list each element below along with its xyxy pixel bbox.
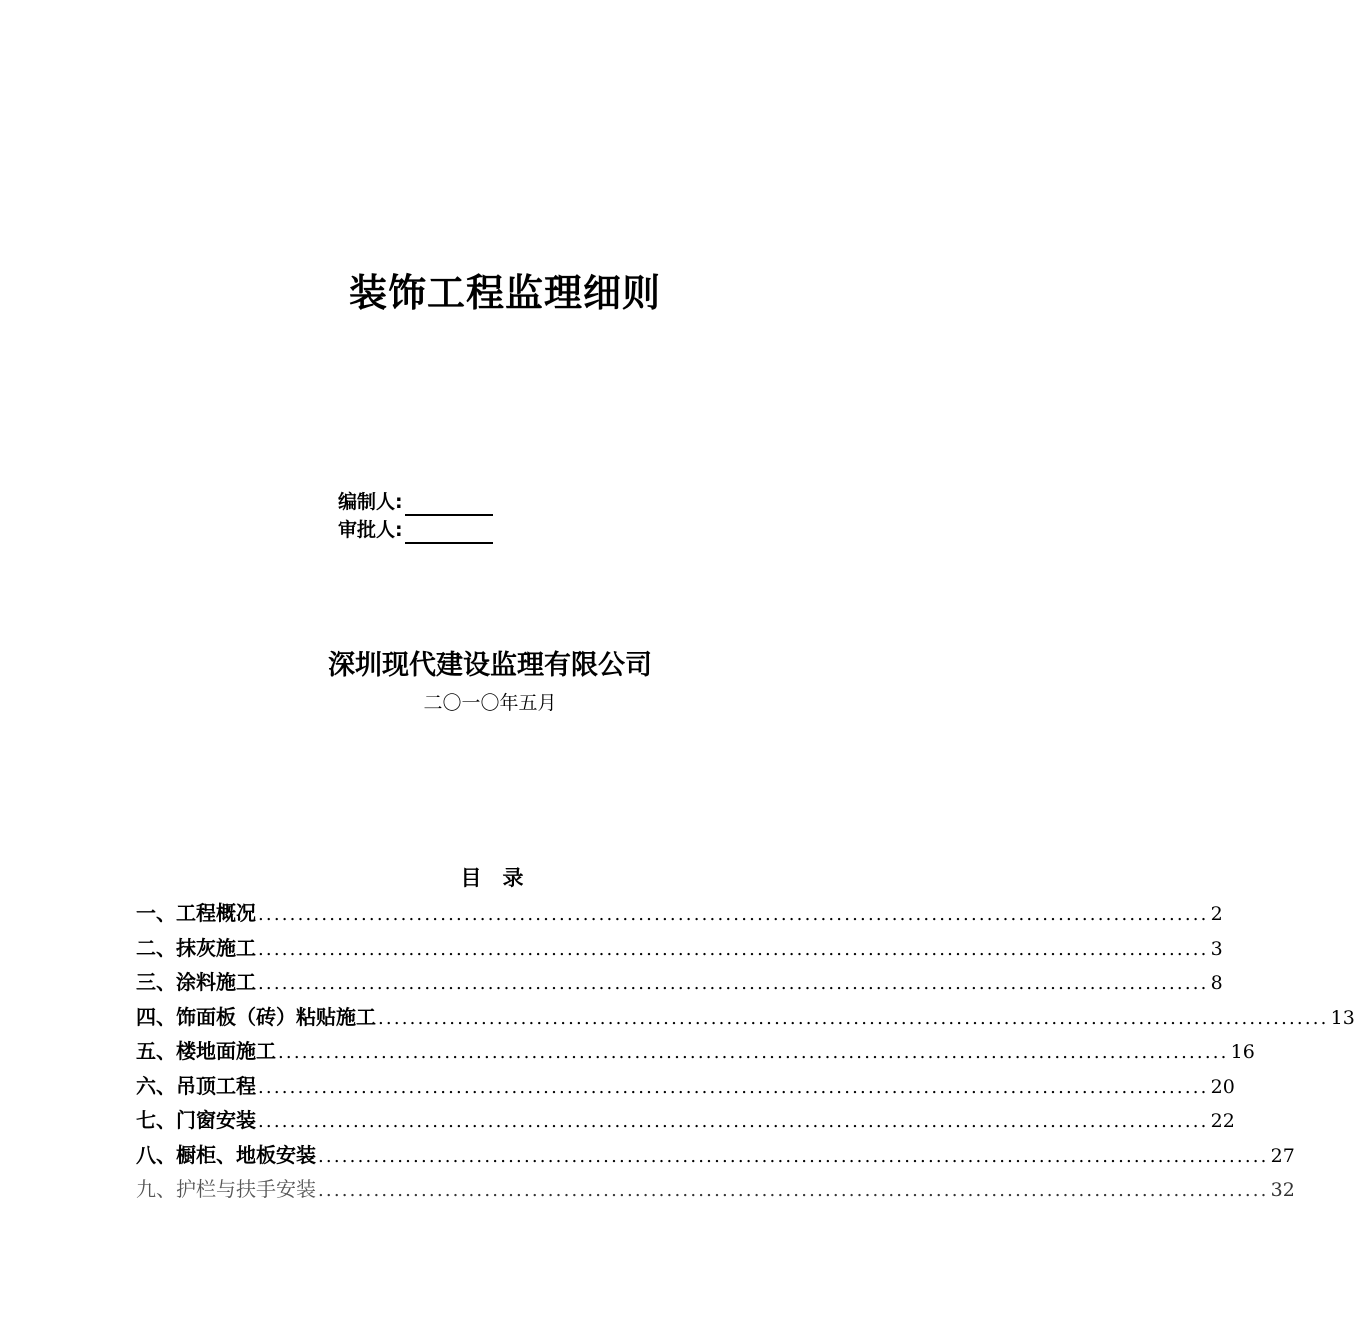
toc-entry-page-number: 13 (1330, 1006, 1355, 1029)
toc-entry-label: 九、护栏与扶手安装 (136, 1177, 316, 1201)
toc-entry[interactable] (136, 931, 1223, 966)
toc-dot-leader: ........................................................................................................................ (258, 938, 1209, 960)
compiler-row (338, 488, 493, 516)
toc-list (136, 896, 1355, 1207)
toc-entry-label: 七、门窗安装 (136, 1108, 256, 1132)
compiler-label: 编制人: (338, 491, 403, 513)
toc-dot-leader: ........................................................................................................................ (318, 1180, 1269, 1201)
toc-entry-label: 六、吊顶工程 (136, 1073, 256, 1098)
toc-entry-label: 四、饰面板（砖）粘贴施工 (136, 1004, 376, 1029)
approver-row (338, 516, 493, 544)
toc-title: 目 录 (460, 866, 524, 890)
toc-entry-page-number: 8 (1210, 972, 1223, 994)
toc-entry-label: 一、工程概况 (136, 901, 256, 925)
toc-dot-leader: ........................................................................................................................ (278, 1042, 1229, 1063)
toc-entry-page-number: 20 (1210, 1075, 1235, 1098)
toc-entry-label: 八、橱柜、地板安装 (136, 1142, 316, 1167)
toc-entry[interactable] (136, 1172, 1295, 1207)
approver-signature-line (405, 522, 493, 544)
toc-dot-leader: ........................................................................................................................ (258, 973, 1209, 994)
toc-dot-leader: ........................................................................................................................ (258, 904, 1209, 925)
toc-entry[interactable] (136, 1069, 1235, 1104)
toc-dot-leader: ........................................................................................................................ (318, 1145, 1269, 1167)
compiler-signature-line (405, 494, 493, 516)
approver-label: 审批人: (338, 519, 403, 541)
toc-dot-leader: ........................................................................................................................ (258, 1076, 1209, 1098)
toc-entry-label: 五、楼地面施工 (136, 1039, 276, 1063)
toc-entry-label: 三、涂料施工 (136, 970, 256, 994)
toc-entry[interactable] (136, 1138, 1295, 1173)
toc-entry[interactable] (136, 965, 1223, 1000)
signature-block (338, 488, 493, 544)
toc-entry-page-number: 16 (1230, 1041, 1255, 1063)
company-name: 深圳现代建设监理有限公司 (328, 650, 652, 681)
toc-entry[interactable] (136, 1034, 1255, 1069)
toc-dot-leader: ........................................................................................................................ (378, 1007, 1329, 1029)
toc-entry-page-number: 32 (1270, 1179, 1295, 1201)
toc-entry[interactable] (136, 1103, 1235, 1138)
toc-entry[interactable] (136, 1000, 1355, 1035)
toc-entry-page-number: 27 (1270, 1144, 1295, 1167)
toc-entry-label: 二、抹灰施工 (136, 935, 256, 960)
toc-entry-page-number: 2 (1210, 903, 1223, 925)
toc-dot-leader: ........................................................................................................................ (258, 1111, 1209, 1132)
document-date: 二〇一〇年五月 (423, 692, 557, 714)
toc-entry[interactable] (136, 896, 1223, 931)
toc-entry-page-number: 22 (1210, 1110, 1235, 1132)
document-title: 装饰工程监理细则 (348, 271, 661, 315)
toc-entry-page-number: 3 (1210, 937, 1223, 960)
